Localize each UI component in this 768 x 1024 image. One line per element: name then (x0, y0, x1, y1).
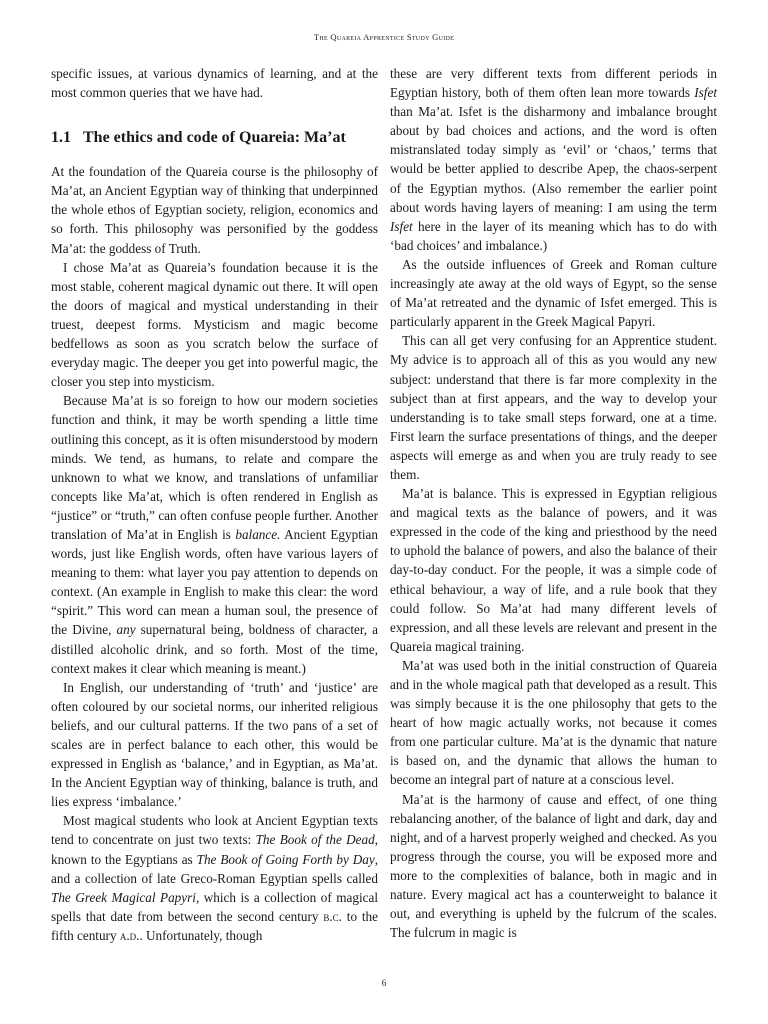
left-column (51, 64, 378, 945)
paragraph: these are very different texts from different periods in Egyptian history, both of them often lean more towards Isfet than Ma’at. Isfet is the disharmony and imbalance brought about by bad choices and actions, and the word is often mistranslated today simply as ‘evil’ or ‘chaos,’ terms that would be better applied to describe Apep, the chaos-serpent of the Egyptian mythos. (Also remember the earlier point about words having layers of meaning: I am using the term Isfet here in the layer of its meaning which has to do with ‘bad choices’ and imbalance.) (390, 66, 717, 253)
paragraph: In English, our understanding of ‘truth’ and ‘justice’ are often coloured by our societal norms, our inherited religious beliefs, and our cultural patterns. If the two pans of a set of scales are in perfect balance to each other, this would be expressed in English as ‘balance,’ and in Egyptian, as Ma’at. In the Ancient Egyptian way of thinking, balance is truth, and lies express ‘imbalance.’ (51, 679, 378, 810)
section-number: 1.1 (51, 129, 71, 147)
paragraph: Because Ma’at is so foreign to how our modern societies function and think, it may be worth spending a little time outlining this concept, as it is often misunderstood by modern minds. We tend, as humans, to relate and compare the unknown to what we know, and translations of unfamiliar concepts like Ma’at, which is often rendered in English as “justice” or “truth,” can often confuse people further. Another translation of Ma’at in English is balance. Ancient Egyptian words, just like English words, often have various layers of meaning to them: what layer you pay attention to depends on context. (An example in English to make this clear: the word “spirit.” This word can mean a human soul, the presence of the Divine, any supernatural being, boldness of character, a distilled alcoholic drink, and so forth. Most of the time, context makes it clear which meaning is meant.) (51, 393, 378, 676)
paragraph: As the outside influences of Greek and Roman culture increasingly ate away at the old ways of Egypt, so the sense of Ma’at retreated and the dynamic of Isfet emerged. This is particularly apparent in the Greek Magical Papyri. (390, 256, 717, 330)
page-number: 6 (381, 978, 387, 988)
paragraph: This can all get very confusing for an Apprentice student. My advice is to approach all of this as you would any new subject: understand that there is far more complexity in the subject than at first appears, and the way to develop your understanding is to take small steps forward, one at a time. First learn the surface presentations of things, and the deeper aspects will emerge as and when you are truly ready to see them. (390, 333, 717, 482)
paragraph: Ma’at was used both in the initial construction of Quareia and in the whole magical path that developed as a result. This was simply because it is the one philosophy that gets to the heart of how magic actually works, not because it comes from one particular culture. Ma’at is the dynamic that nature is based on, and the dynamic that allows the human to become an integral part of nature at a conscious level. (390, 657, 717, 788)
running-head: The Quareia Apprentice Study Guide (313, 32, 455, 42)
section-title: The ethics and code of Quareia: Ma’at (83, 129, 346, 147)
paragraph: Most magical students who look at Ancient Egyptian texts tend to concentrate on just two texts: The Book of the Dead, known to the Egyptians as The Book of Going Forth by Day, and a collection of late Greco-Roman Egyptian spells called The Greek Magical Papyri, which is a collection of magical spells that date from between the second century b.c. to the fifth century a.d.. Unfortunately, though (51, 813, 378, 943)
section-heading (51, 128, 378, 148)
paragraph: specific issues, at various dynamics of learning, and at the most common queries that we have had. (51, 66, 378, 101)
paragraph: Ma’at is the harmony of cause and effect, of one thing rebalancing another, of the balance of light and dark, day and night, and of a harvest properly weighed and checked. As you progress through the course, you will be exposed more and more to the complexities of balance, both in magic and in nature. Every magical act has a counterweight to balance it out, and everything is upheld by the fulcrum of the scales. The fulcrum in magic is (390, 791, 717, 941)
right-column (390, 64, 717, 942)
paragraph: I chose Ma’at as Quareia’s foundation because it is the most stable, coherent magical dynamic out there. It will open the doors of magical and mystical understanding in their truest, deepest forms. Mysticism and magic become bedfellows as soon as you scratch below the surface of everyday magic. The deeper you get into powerful magic, the closer you step into mysticism. (51, 259, 378, 390)
paragraph: Ma’at is balance. This is expressed in Egyptian religious and magical texts as the balance of powers, and it was expressed in the code of the king and priesthood by the need to uphold the balance of powers, and also the balance of their day-to-day conduct. For the people, it was a simple code of ethical behaviour, a way of life, and a rule book that they could follow. So Ma’at had many different levels of expression, and all these levels are relevant and present in the Quareia magical training. (390, 486, 717, 654)
paragraph: At the foundation of the Quareia course is the philosophy of Ma’at, an Ancient Egyptian way of thinking that underpinned the whole ethos of Egyptian society, religion, economics and so forth. This philosophy was personified by the goddess Ma’at: the goddess of Truth. (51, 164, 378, 256)
